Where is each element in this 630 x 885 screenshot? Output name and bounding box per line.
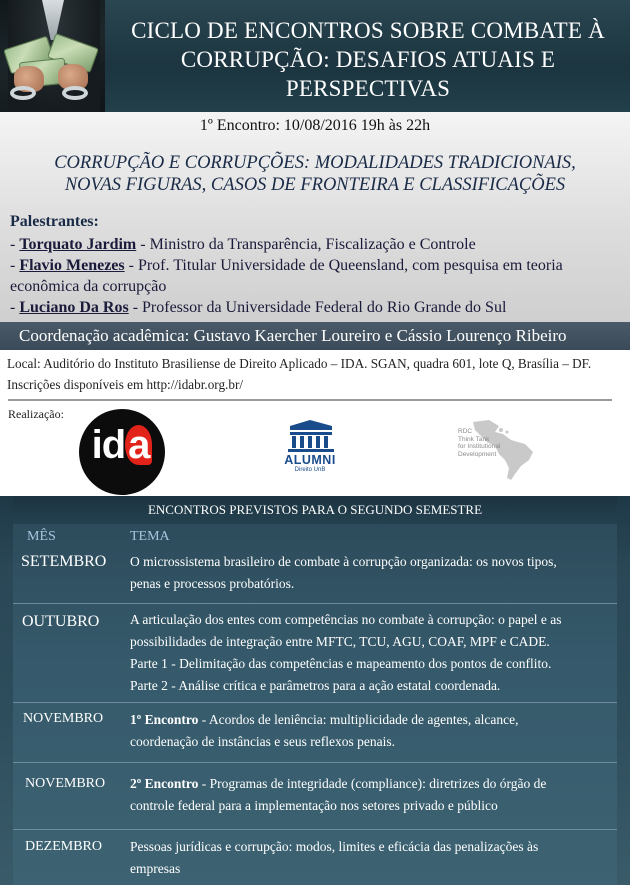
schedule-topic: [130, 551, 600, 595]
schedule-section: [0, 496, 630, 885]
alumni-building-icon: [270, 420, 350, 454]
rdc-line: Development: [458, 450, 497, 458]
speaker-bullet: -: [10, 236, 20, 253]
session-title-line: NOVAS FIGURAS, CASOS DE FRONTEIRA E CLASSIFICAÇÕES: [64, 175, 566, 195]
schedule-month: NOVEMBRO: [23, 711, 104, 726]
session-title: [10, 152, 620, 196]
speaker-name: Luciano Da Ros: [19, 299, 129, 316]
schedule-topic: [130, 609, 600, 697]
schedule-month: NOVEMBRO: [25, 776, 106, 791]
topic-line: O microssistema brasileiro de combate à corrupção organizada: os novos tipos,: [130, 554, 557, 569]
header-banner: [0, 0, 630, 112]
row-divider: [13, 702, 617, 703]
meeting-lead: 2º Encontro: [130, 776, 199, 791]
registration-text: Inscrições disponíveis em http://idabr.org.br/: [7, 377, 243, 392]
schedule-topic: [130, 836, 600, 880]
rdc-line: for Institutional: [458, 443, 501, 450]
location-section: [0, 350, 630, 496]
schedule-month: DEZEMBRO: [25, 839, 102, 854]
divider: [8, 399, 612, 401]
meeting-lead: 1º Encontro: [130, 712, 199, 727]
speaker-bullet: -: [10, 257, 20, 274]
schedule-title: ENCONTROS PREVISTOS PARA O SEGUNDO SEMESTRE: [13, 496, 617, 524]
realizacao-label: Realização:: [8, 407, 64, 421]
ida-logo-accent: a: [125, 425, 152, 465]
event-title-line: CORRUPÇÃO: DESAFIOS ATUAIS E: [180, 47, 556, 72]
speaker-role: - Ministro da Transparência, Fiscalização e Controle: [136, 236, 476, 253]
rdc-logo: [455, 418, 545, 482]
topic-line: [130, 709, 600, 731]
ida-logo-text: id: [91, 423, 126, 467]
speakers-label: Palestrantes:: [10, 213, 99, 230]
topic-line: [130, 773, 600, 795]
event-title: [108, 16, 628, 103]
event-title-line: PERSPECTIVAS: [285, 76, 451, 101]
speakers-list: [10, 211, 622, 318]
topic-line: A articulação dos entes com competências no combate à corrupção: o papel e as: [130, 612, 562, 627]
speaker-item: [10, 255, 622, 276]
speaker-role: - Prof. Titular Universidade de Queensland, com pesquisa em teoria: [124, 257, 563, 274]
speaker-item: [10, 297, 622, 318]
speaker-name: Flavio Menezes: [19, 257, 125, 274]
speaker-role: - Professor da Universidade Federal do Rio Grande do Sul: [128, 299, 507, 316]
money-handcuffs-photo: [0, 0, 105, 112]
topic-line: controle federal para a implementação nos setores privado e público: [130, 798, 498, 813]
topic-line: Parte 2 - Análise crítica e parâmetros para a ação estatal coordenada.: [130, 678, 501, 693]
alumni-logo-subtext: Direito UnB: [294, 467, 326, 473]
schedule-month: SETEMBRO: [21, 553, 107, 570]
speaker-bullet: -: [10, 299, 20, 316]
topic-line: coordenação de instâncias e seus reflexos penais.: [130, 734, 396, 749]
rdc-line: Think Tank: [458, 435, 490, 443]
rdc-line: RDC: [458, 428, 473, 435]
academic-coordination: Coordenação acadêmica: Gustavo Kaercher Loureiro e Cássio Lourenço Ribeiro: [0, 322, 630, 350]
speaker-name: Torquato Jardim: [19, 236, 137, 253]
event-title-line: CICLO DE ENCONTROS SOBRE COMBATE À: [131, 18, 605, 43]
row-divider: [13, 762, 617, 763]
ida-logo: [79, 409, 165, 495]
meeting-info-panel: [0, 112, 630, 322]
speaker-role-continued: econômica da corrupção: [10, 278, 167, 295]
session-title-line: CORRUPÇÃO E CORRUPÇÕES: MODALIDADES TRADICIONAIS,: [54, 153, 576, 173]
topic-text: - Programas de integridade (compliance): diretrizes do órgão de: [198, 776, 547, 791]
alumni-logo-text: ALUMNI: [284, 453, 336, 467]
schedule-month: OUTUBRO: [22, 613, 100, 630]
location-text: Local: Auditório do Instituto Brasiliense de Direito Aplicado – IDA. SGAN, quadra 601, lote Q, Brasília – DF.: [7, 356, 592, 371]
topic-line: possibilidades de integração entre MFTC, TCU, AGU, COAF, MPF e CADE.: [130, 634, 550, 649]
meeting-date: 1º Encontro: 10/08/2016 19h às 22h: [199, 117, 431, 134]
schedule-topic: [130, 709, 600, 753]
column-header-month: MÊS: [27, 529, 56, 544]
rdc-logo-text: [458, 428, 518, 458]
alumni-logo: [270, 420, 350, 473]
row-divider: [13, 603, 617, 604]
topic-text: - Acordos de leniência: multiplicidade de agentes, alcance,: [198, 712, 519, 727]
column-header-topic: TEMA: [130, 529, 170, 544]
topic-line: penas e processos probatórios.: [130, 576, 295, 591]
row-divider: [13, 829, 617, 830]
schedule-topic: [130, 773, 600, 817]
topic-line: Pessoas jurídicas e corrupção: modos, limites e eficácia das penalizações às: [130, 839, 539, 854]
topic-line: Parte 1 - Delimitação das competências e mapeamento dos pontos de conflito.: [130, 656, 552, 671]
topic-line: empresas: [130, 861, 181, 876]
speaker-item: [10, 234, 622, 255]
